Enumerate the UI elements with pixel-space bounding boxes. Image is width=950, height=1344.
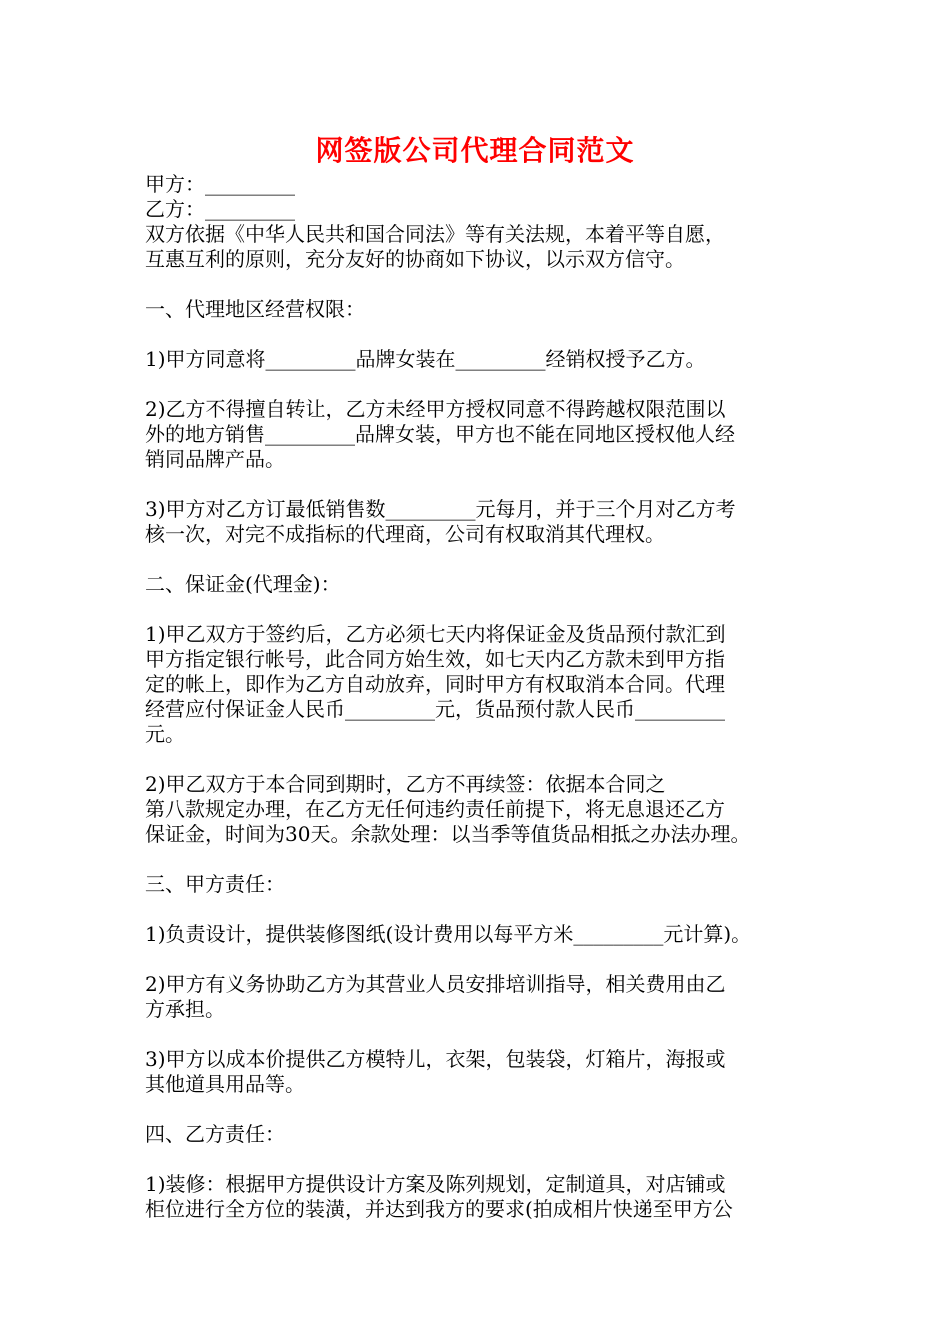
clause-3-3 [145, 1047, 813, 1097]
paragraph-line: 柜位进行全方位的装潢，并达到我方的要求(拍成相片快递至甲方公 [145, 1197, 733, 1221]
party-a-line: 甲方：_________ [145, 172, 295, 196]
section-heading: 二、保证金(代理金)： [145, 572, 341, 596]
paragraph-line: 2)甲乙双方于本合同到期时，乙方不再续签：依据本合同之 [145, 772, 666, 796]
paragraph-gap [145, 847, 813, 872]
clause-2-2 [145, 772, 813, 847]
paragraph-line: 1)甲乙双方于签约后，乙方必须七天内将保证金及货品预付款汇到 [145, 622, 726, 646]
paragraph-gap [145, 472, 813, 497]
paragraph-line: 互惠互利的原则，充分友好的协商如下协议，以示双方信守。 [145, 247, 685, 271]
section-heading: 三、甲方责任： [145, 872, 285, 896]
section-heading: 四、乙方责任： [145, 1122, 285, 1146]
clause-3-1 [145, 922, 813, 947]
paragraph-line: 3)甲方以成本价提供乙方模特儿，衣架，包装袋，灯箱片，海报或 [145, 1047, 726, 1071]
paragraph-line: 核一次，对完不成指标的代理商，公司有权取消其代理权。 [145, 522, 665, 546]
paragraph-gap [145, 1147, 813, 1172]
paragraph-line: 外的地方销售_________品牌女装，甲方也不能在同地区授权他人经 [145, 422, 735, 446]
paragraph-gap [145, 747, 813, 772]
clause-3-2 [145, 972, 813, 1022]
paragraph-gap [145, 322, 813, 347]
clause-1-1 [145, 347, 813, 372]
paragraph-gap [145, 597, 813, 622]
paragraph-line: 方承担。 [145, 997, 225, 1021]
clause-1-2 [145, 397, 813, 472]
clause-4-1 [145, 1172, 813, 1222]
paragraph-line: 3)甲方对乙方订最低销售数_________元每月，并于三个月对乙方考 [145, 497, 736, 521]
intro-paragraph [145, 222, 813, 272]
clause-1-3 [145, 497, 813, 547]
paragraph-line: 2)乙方不得擅自转让，乙方未经甲方授权同意不得跨越权限范围以 [145, 397, 726, 421]
paragraph-line: 保证金，时间为30天。余款处理：以当季等值货品相抵之办法办理。 [145, 822, 751, 846]
paragraph-gap [145, 272, 813, 297]
paragraph-line: 其他道具用品等。 [145, 1072, 305, 1096]
paragraph-line: 定的帐上，即作为乙方自动放弃，同时甲方有权取消本合同。代理 [145, 672, 725, 696]
paragraph-line: 销同品牌产品。 [145, 447, 285, 471]
paragraph-gap [145, 897, 813, 922]
party-b-line: 乙方：_________ [145, 197, 295, 221]
paragraph-gap [145, 1097, 813, 1122]
paragraph-line: 2)甲方有义务协助乙方为其营业人员安排培训指导，相关费用由乙 [145, 972, 726, 996]
section-heading: 一、代理地区经营权限： [145, 297, 365, 321]
paragraph-line: 双方依据《中华人民共和国合同法》等有关法规，本着平等自愿， [145, 222, 725, 246]
paragraph-gap [145, 547, 813, 572]
paragraph-line: 甲方指定银行帐号，此合同方始生效，如七天内乙方款未到甲方指 [145, 647, 725, 671]
paragraph-line: 第八款规定办理，在乙方无任何违约责任前提下，将无息退还乙方 [145, 797, 725, 821]
paragraph-gap [145, 947, 813, 972]
document-title: 网签版公司代理合同范文 [315, 134, 635, 167]
paragraph-gap [145, 372, 813, 397]
paragraph-line: 元。 [145, 722, 185, 746]
paragraph-line: 1)装修：根据甲方提供设计方案及陈列规划，定制道具，对店铺或 [145, 1172, 726, 1196]
document-body [145, 172, 813, 1222]
paragraph-line: 1)负责设计，提供装修图纸(设计费用以每平方米_________元计算)。 [145, 922, 752, 946]
clause-2-1 [145, 622, 813, 747]
paragraph-line: 经营应付保证金人民币_________元，货品预付款人民币_________ [145, 697, 725, 721]
paragraph-gap [145, 1022, 813, 1047]
paragraph-line: 1)甲方同意将_________品牌女装在_________经销权授予乙方。 [145, 347, 706, 371]
